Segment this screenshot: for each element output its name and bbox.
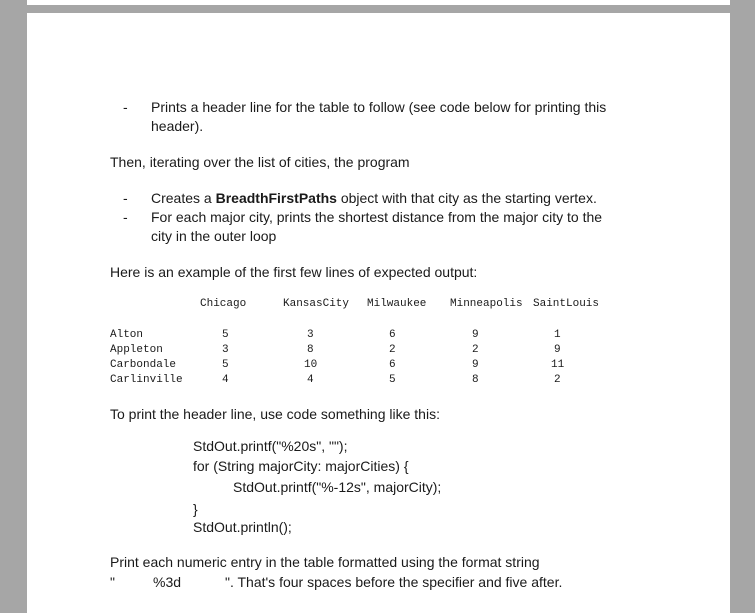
table-cell: 5	[222, 329, 229, 341]
table-cell: 5	[389, 374, 396, 386]
table-header-kansascity: KansasCity	[283, 298, 350, 310]
code-line: StdOut.printf("%-12s", majorCity);	[233, 479, 442, 495]
table-header-saintlouis: SaintLouis	[533, 298, 600, 310]
format-quote-open: "	[110, 574, 115, 590]
header-code-paragraph: To print the header line, use code something like this:	[110, 406, 440, 422]
then-paragraph: Then, iterating over the list of cities, the program	[110, 154, 410, 170]
intro-bullet-line1: Prints a header line for the table to follow (see code below for printing this	[151, 99, 607, 115]
table-cell: 2	[554, 374, 561, 386]
bullet-major-city-line2: city in the outer loop	[151, 228, 277, 244]
table-cell: 5	[222, 359, 229, 371]
table-cell: 8	[307, 344, 314, 356]
bullet-major-city-line1: For each major city, prints the shortest distance from the major city to the	[151, 209, 603, 225]
example-paragraph: Here is an example of the first few lines of expected output:	[110, 264, 478, 280]
table-cell: 9	[472, 359, 479, 371]
bullet-breadthfirst: Creates a BreadthFirstPaths object with that city as the starting vertex.	[151, 190, 597, 206]
table-cell: 6	[389, 329, 396, 341]
table-cell: 9	[472, 329, 479, 341]
format-specifier: %3d	[153, 574, 182, 590]
bullet-dash: -	[123, 99, 128, 115]
format-paragraph: Print each numeric entry in the table formatted using the format string	[110, 554, 540, 570]
table-row-city: Carbondale	[110, 359, 177, 371]
bullet-dash: -	[123, 209, 128, 225]
table-cell: 3	[307, 329, 314, 341]
table-cell: 8	[472, 374, 479, 386]
previous-page-edge	[27, 0, 730, 5]
table-cell: 2	[472, 344, 479, 356]
code-line: StdOut.println();	[193, 519, 292, 535]
format-explanation: ". That's four spaces before the specifier and five after.	[225, 574, 563, 590]
table-cell: 1	[554, 329, 561, 341]
table-row-city: Alton	[110, 329, 144, 341]
table-cell: 11	[551, 359, 565, 371]
table-row-city: Carlinville	[110, 374, 183, 386]
table-row-city: Appleton	[110, 344, 163, 356]
table-cell: 4	[222, 374, 229, 386]
bullet-dash: -	[123, 190, 128, 206]
table-cell: 9	[554, 344, 561, 356]
table-cell: 6	[389, 359, 396, 371]
table-header-chicago: Chicago	[200, 298, 247, 310]
table-cell: 3	[222, 344, 229, 356]
table-header-minneapolis: Minneapolis	[450, 298, 523, 310]
code-line: for (String majorCity: majorCities) {	[193, 458, 409, 474]
document-page	[27, 13, 730, 613]
code-line: StdOut.printf("%20s", "");	[193, 438, 348, 454]
code-line: }	[193, 501, 198, 517]
table-cell: 2	[389, 344, 396, 356]
table-header-milwaukee: Milwaukee	[367, 298, 427, 310]
table-cell: 10	[304, 359, 318, 371]
intro-bullet-line2: header).	[151, 118, 204, 134]
table-cell: 4	[307, 374, 314, 386]
